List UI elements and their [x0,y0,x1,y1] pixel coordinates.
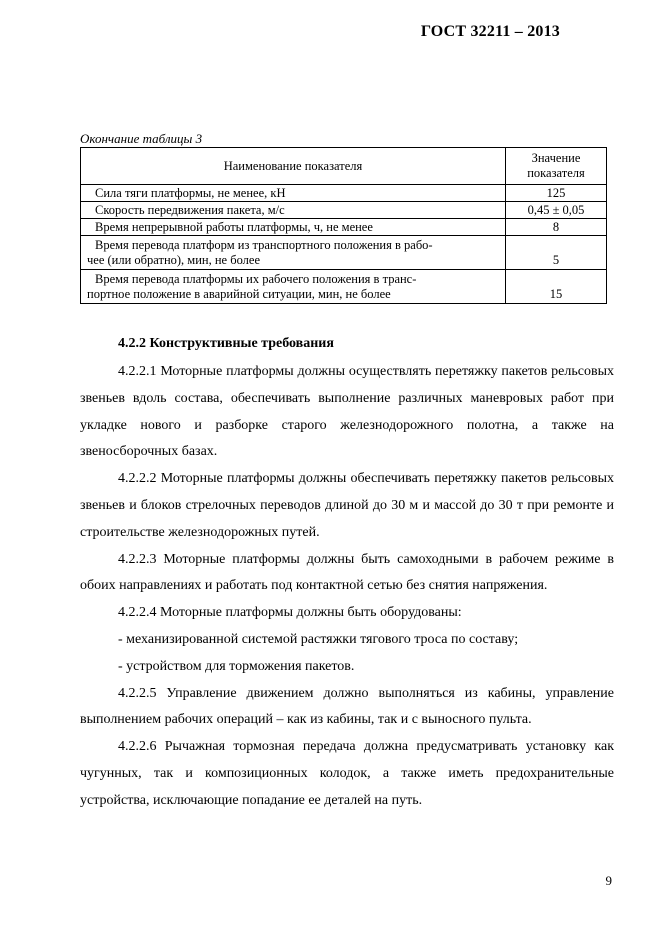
col-header-value: Значение показателя [506,148,607,185]
list-item: - механизированной системой растяжки тягового троса по составу; [118,631,519,647]
row-name: Скорость передвижения пакета, м/с [81,202,506,219]
row-value: 15 [506,270,607,304]
row-value: 5 [506,236,607,270]
list-item: - устройством для торможения пакетов. [118,658,355,674]
table-row [81,270,607,304]
row-value: 8 [506,219,607,236]
page-number: 9 [605,873,612,888]
col-header-name: Наименование показателя [81,148,506,185]
row-value: 125 [506,185,607,202]
row-name: Время непрерывной работы платформы, ч, не менее [81,219,506,236]
paragraph: 4.2.2.1 Моторные платформы должны осуществлять перетяжку пакетов рельсовых звеньев вдоль состава, обеспечивать выполнение различных маневровых работ при укладке нового и разборке старого железнодорожного полотна, а также на звеносборочных базах. [80,364,614,460]
row-name-line2: портное положение в аварийной ситуации, мин, не более [87,286,391,301]
table-row [81,219,607,236]
table-caption: Окончание таблицы 3 [80,131,203,146]
document-id-header: ГОСТ 32211 – 2013 [420,23,560,40]
paragraph: 4.2.2.3 Моторные платформы должны быть самоходными в рабочем режиме в обоих направлениях и работать под контактной сетью без снятия напряжения. [80,551,614,594]
table-header-row [81,148,607,185]
section-body [80,359,614,815]
row-name [81,236,506,270]
row-name-line1: Время перевода платформы их рабочего положения в транс- [95,271,417,286]
table-row [81,236,607,270]
paragraph: 4.2.2.4 Моторные платформы должны быть оборудованы: [118,605,462,621]
table-row [81,185,607,202]
paragraph: 4.2.2.6 Рычажная тормозная передача должна предусматривать установку как чугунных, так и композиционных колодок, а также иметь предохранительные устройства, исключающие попадание ее деталей на путь. [80,739,614,808]
indicators-table [80,147,607,304]
row-name-line2: чее (или обратно), мин, не более [87,252,260,267]
table-row [81,202,607,219]
row-name: Сила тяги платформы, не менее, кН [81,185,506,202]
section-title: 4.2.2 Конструктивные требования [118,336,334,351]
row-name-line1: Время перевода платформ из транспортного положения в рабо- [95,237,433,252]
row-name [81,270,506,304]
paragraph: 4.2.2.2 Моторные платформы должны обеспечивать перетяжку пакетов рельсовых звеньев и блоков стрелочных переводов длиной до 30 м и массой до 30 т при ремонте и строительстве железнодорожных путей. [80,471,614,540]
row-value: 0,45 ± 0,05 [506,202,607,219]
paragraph: 4.2.2.5 Управление движением должно выполняться из кабины, управление выполнением рабочих операций – как из кабины, так и с выносного пульта. [80,685,614,728]
